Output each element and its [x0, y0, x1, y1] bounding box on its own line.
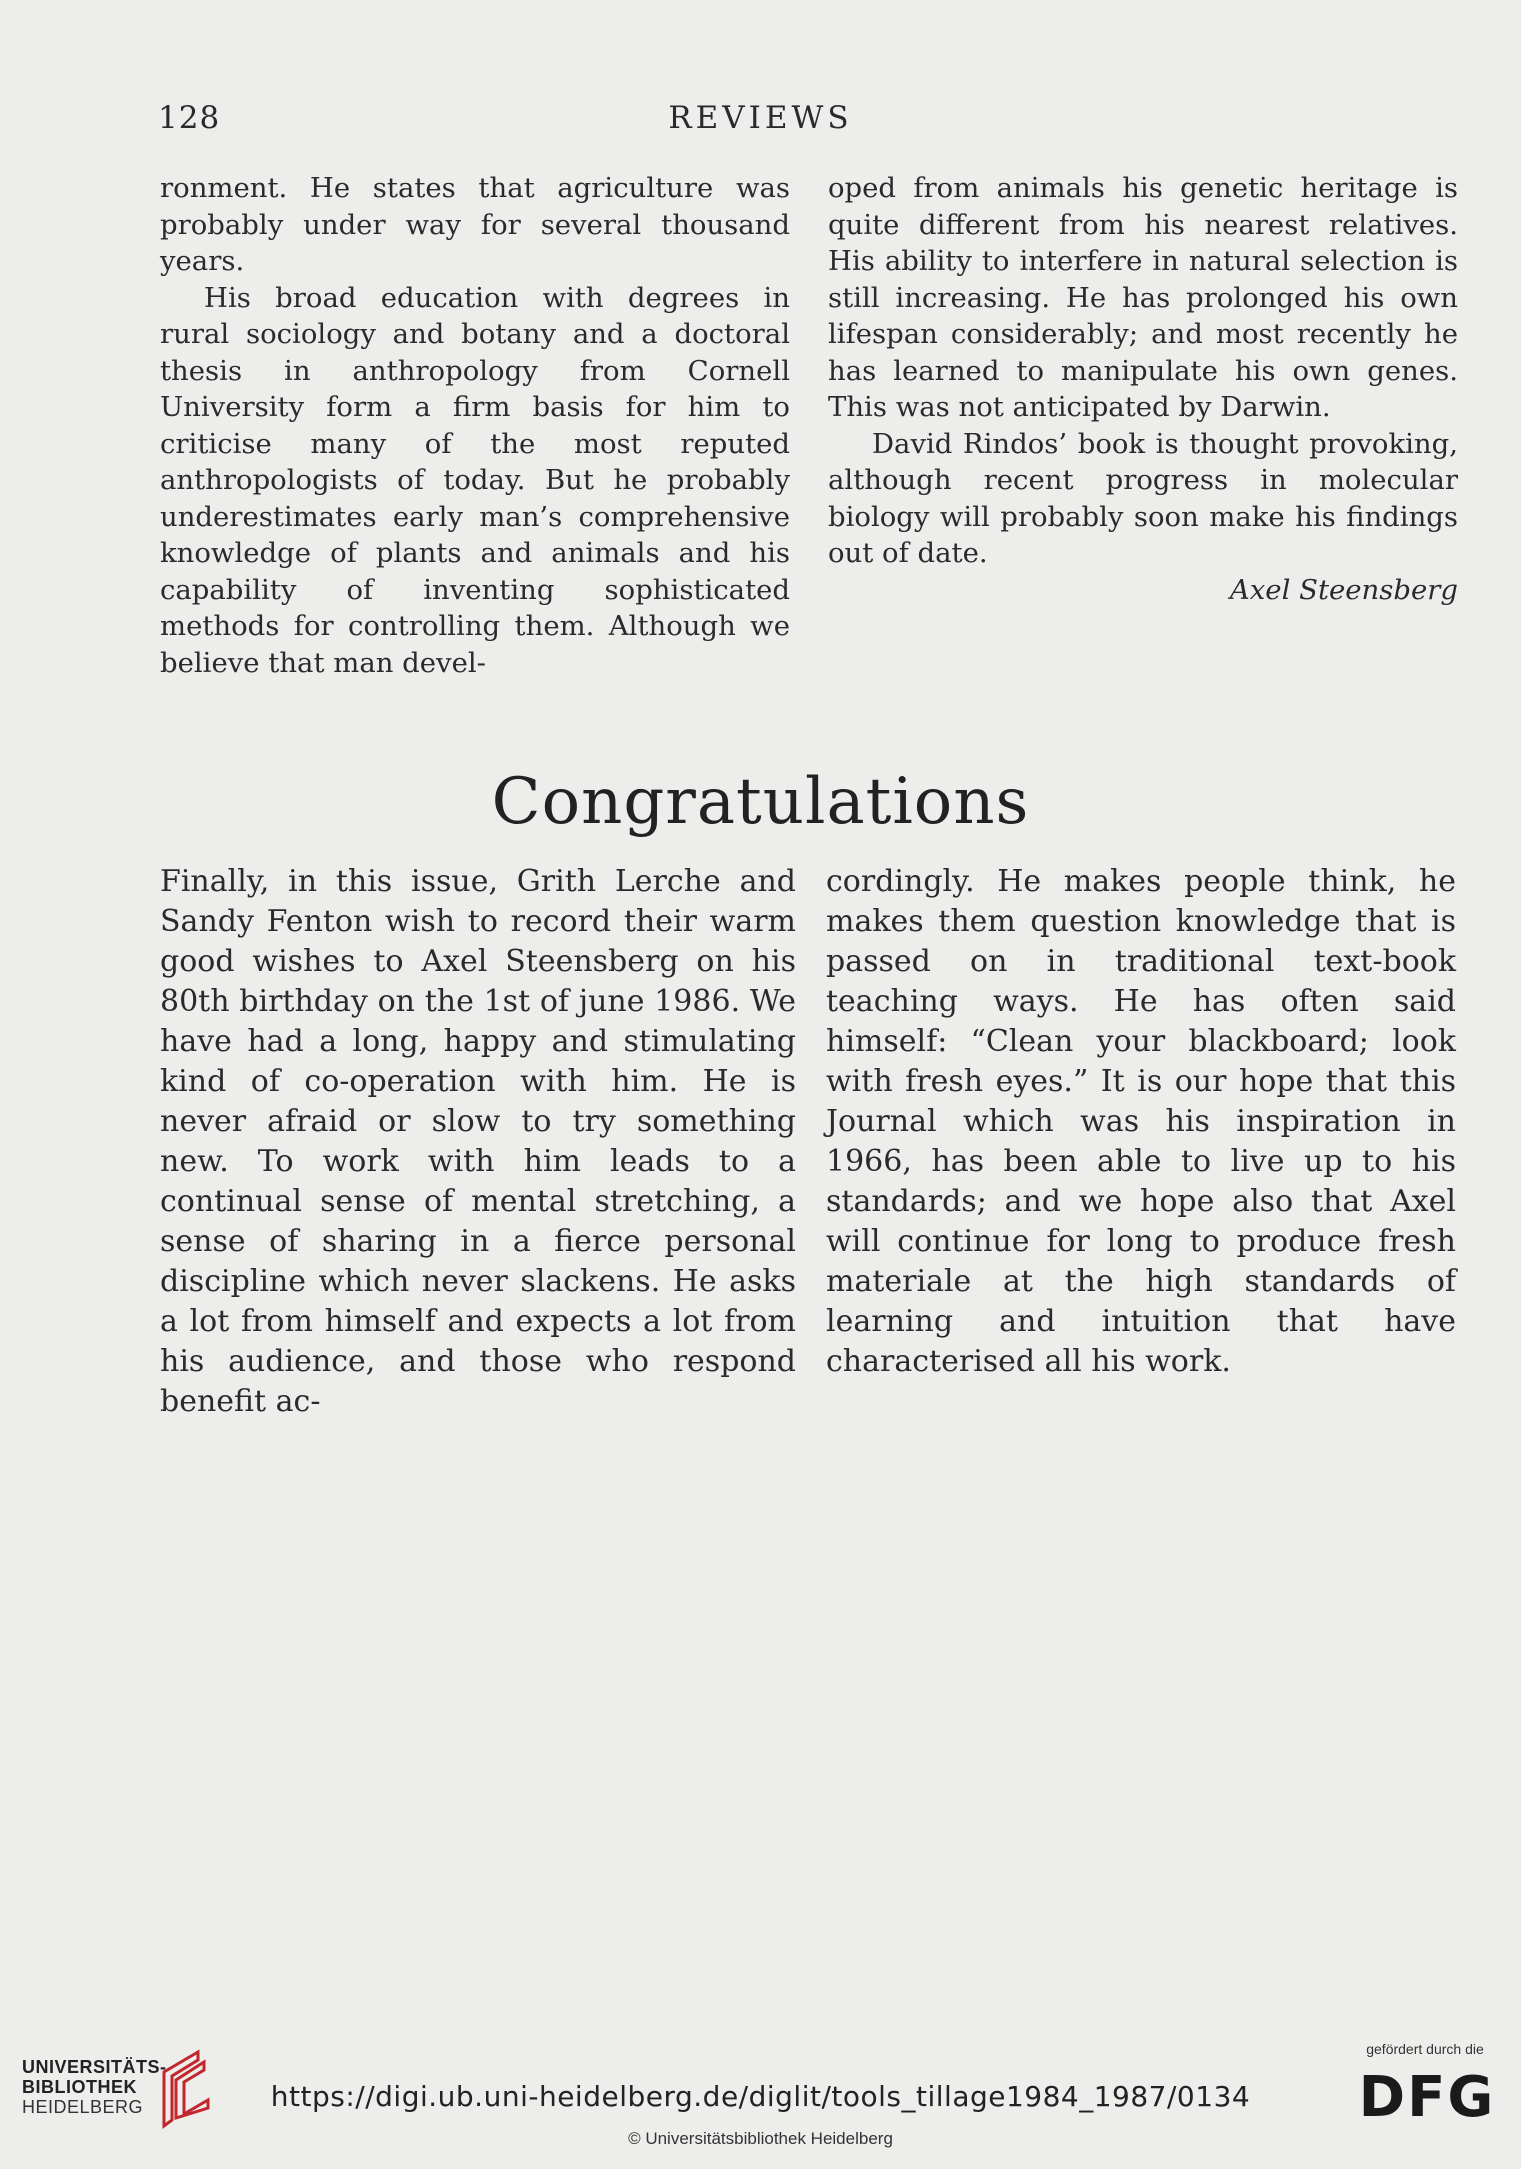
section-title: Congratulations	[491, 765, 1030, 839]
review-paragraph: ronment. He states that agriculture was probably under way for several thousand years.	[160, 172, 790, 277]
congratulations-paragraph: Finally, in this issue, Grith Lerche and Sandy Fenton wish to record their warm good wishes to Axel Steensberg on his 80th birthday on the 1st of june 1986. We have had a long, happy and stimulating kind of co-operation with him. He is never afraid or slow to try something new. To work with him leads to a continual sense of mental stretching, a sense of sharing in a fierce personal discipline which never slackens. He asks a lot from himself and expects a lot from his audience, and those who respond benefit ac-	[160, 864, 796, 1419]
page-number: 128	[158, 100, 221, 136]
congratulations-paragraph: cordingly. He makes people think, he makes them question knowledge that is passed on in traditional text-book teaching ways. He has often said himself: “Clean your blackboard; look with fresh eyes.” It is our hope that this Journal which was his inspiration in 1966, has been able to live up to his standards; and we hope also that Axel will continue for long to produce fresh materiale at the high standards of learning and intuition that have characterised all his work.	[826, 864, 1456, 1379]
review-signature: Axel Steensberg	[1229, 573, 1458, 606]
review-right-column	[828, 170, 1458, 608]
congratulations-left-column	[160, 862, 796, 1422]
library-name-line2: BIBLIOTHEK	[22, 2077, 137, 2097]
dfg-logo: DFG	[1358, 2065, 1496, 2130]
review-paragraph: David Rindos’ book is thought provoking, although recent progress in molecular biology will probably soon make his findings out of date.	[828, 427, 1458, 569]
review-paragraph: His broad education with degrees in rural sociology and botany and a doctoral thesis in anthropology from Cornell University form a firm basis for him to criticise many of the most reputed anthropologists of today. But he probably underestimates early man’s comprehensive knowledge of plants and animals and his capability of inventing sophisticated methods for controlling them. Although we believe that man devel-	[160, 281, 790, 679]
library-name-line1: UNIVERSITÄTS-	[22, 2057, 167, 2077]
running-head: REVIEWS	[668, 100, 853, 136]
review-left-column	[160, 170, 790, 681]
copyright-notice: © Universitätsbibliothek Heidelberg	[628, 2129, 893, 2148]
library-name-line3: HEIDELBERG	[22, 2097, 144, 2117]
funded-by-label: gefördert durch die	[1366, 2041, 1484, 2057]
congratulations-right-column	[826, 862, 1456, 1382]
review-paragraph: oped from animals his genetic heritage is quite different from his nearest relatives. His ability to interfere in natural selection is still increasing. He has prolonged his own lifespan considerably; and most recently he has learned to manipulate his own genes. This was not anticipated by Darwin.	[828, 172, 1458, 423]
source-url-link[interactable]: https://digi.ub.uni-heidelberg.de/diglit/tools_tillage1984_1987/0134	[270, 2080, 1251, 2113]
